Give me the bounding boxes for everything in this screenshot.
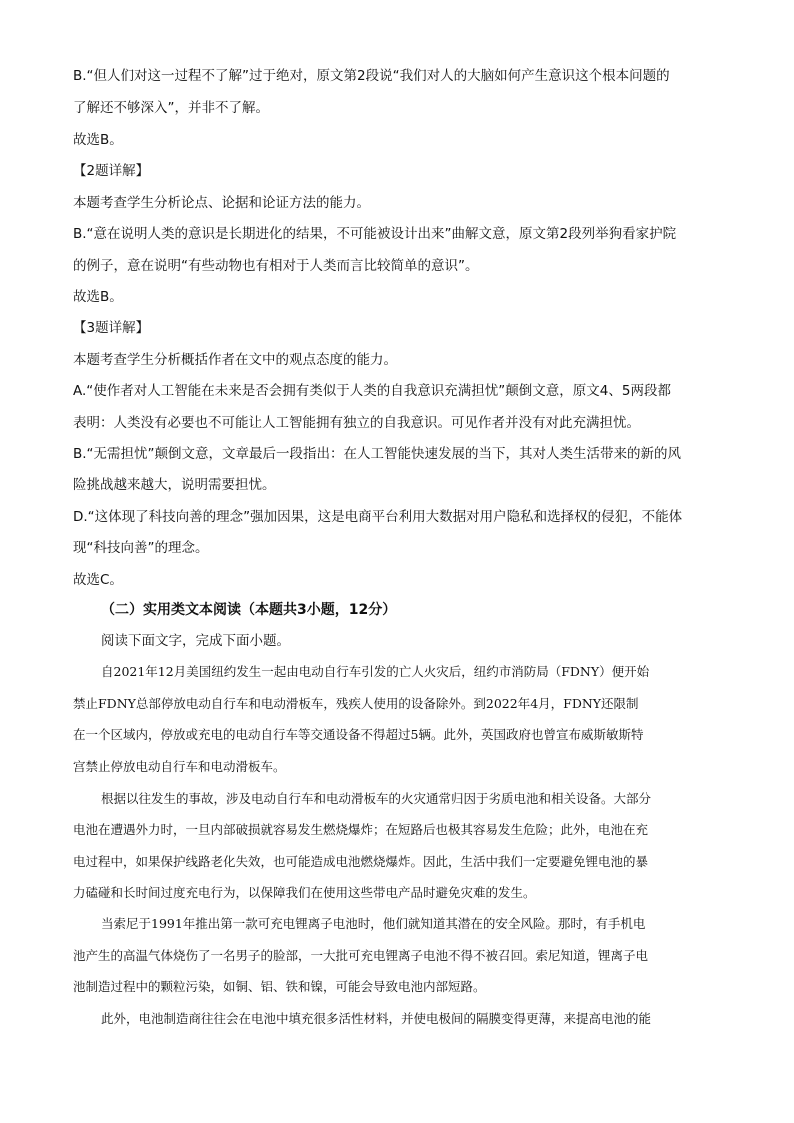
passage-line: 力磕碰和长时间过度充电行为，以保障我们在使用这些带电产品时避免灾难的发生。 xyxy=(73,885,536,900)
answer-line: 故选C。 xyxy=(73,572,123,588)
answer-line: 本题考查学生分析论点、论据和论证方法的能力。 xyxy=(73,195,370,211)
answer-line: 故选B。 xyxy=(73,132,123,148)
answer-line: B.“意在说明人类的意识是长期进化的结果，不可能被设计出来”曲解文意，原文第2段列举狗看家护院 xyxy=(73,226,677,242)
passage-line: 池产生的高温气体烧伤了一名男子的脸部，一大批可充电锂离子电池不得不被召回。索尼知道，锂离子电 xyxy=(73,948,649,963)
answer-line: 险挑战越来越大，说明需要担忧。 xyxy=(73,477,276,493)
answer-line: B.“无需担忧”颠倒文意，文章最后一段指出：在人工智能快速发展的当下，其对人类生活带来的新的风 xyxy=(73,446,682,462)
passage-line: 池制造过程中的颗粒污染，如铜、铝、铁和镍，可能会导致电池内部短路。 xyxy=(73,979,486,994)
answer-line: A.“使作者对人工智能在未来是否会拥有类似于人类的自我意识充满担忧”颠倒文意，原文4、5两段都 xyxy=(73,383,671,399)
passage-line: 电池在遭遇外力时，一旦内部破损就容易发生燃烧爆炸；在短路后也极其容易发生危险；此外，电池在充 xyxy=(73,822,649,837)
answer-line: 的例子，意在说明“有些动物也有相对于人类而言比较简单的意识”。 xyxy=(73,258,479,274)
passage-line: 当索尼于1991年推出第一款可充电锂离子电池时，他们就知道其潜在的安全风险。那时，有手机电 xyxy=(101,916,646,931)
passage-line: 根据以往发生的事故，涉及电动自行车和电动滑板车的火灾通常归因于劣质电池和相关设备。大部分 xyxy=(101,791,652,806)
answer-line: 本题考查学生分析概括作者在文中的观点态度的能力。 xyxy=(73,352,397,368)
answer-line: 了解还不够深入”，并非不了解。 xyxy=(73,100,269,116)
answer-line: 现“科技向善”的理念。 xyxy=(73,540,209,556)
answer-line: D.“这体现了科技向善的理念”强加因果，这是电商平台利用大数据对用户隐私和选择权的侵犯，不能体 xyxy=(73,509,683,525)
passage-line: 禁止FDNY总部停放电动自行车和电动滑板车，残疾人使用的设备除外。到2022年4月，FDNY还限制 xyxy=(73,696,639,711)
passage-line: 电过程中，如果保护线路老化失效，也可能造成电池燃烧爆炸。因此，生活中我们一定要避免锂电池的暴 xyxy=(73,854,649,869)
answer-line: 表明：人类没有必要也不可能让人工智能拥有独立的自我意识。可见作者并没有对此充满担忧。 xyxy=(73,415,640,431)
answer-line: 故选B。 xyxy=(73,289,123,305)
question-heading: 【2题详解】 xyxy=(73,163,150,179)
passage-line: 在一个区域内，停放或充电的电动自行车等交通设备不得超过5辆。此外，英国政府也曾宣布威斯敏斯特 xyxy=(73,727,644,742)
instruction-text: 阅读下面文字，完成下面小题。 xyxy=(101,633,290,649)
section-heading: （二）实用类文本阅读（本题共3小题，12分） xyxy=(101,602,397,618)
answer-line: B.“但人们对这一过程不了解”过于绝对，原文第2段说“我们对人的大脑如何产生意识这个根本问题的 xyxy=(73,68,670,84)
passage-line: 自2021年12月美国纽约发生一起由电动自行车引发的亡人火灾后，纽约市消防局（FDNY）便开始 xyxy=(101,664,650,679)
passage-line: 宫禁止停放电动自行车和电动滑板车。 xyxy=(73,759,286,774)
question-heading: 【3题详解】 xyxy=(73,320,150,336)
passage-line: 此外，电池制造商往往会在电池中填充很多活性材料，并使电极间的隔膜变得更薄，来提高电池的能 xyxy=(101,1011,652,1026)
